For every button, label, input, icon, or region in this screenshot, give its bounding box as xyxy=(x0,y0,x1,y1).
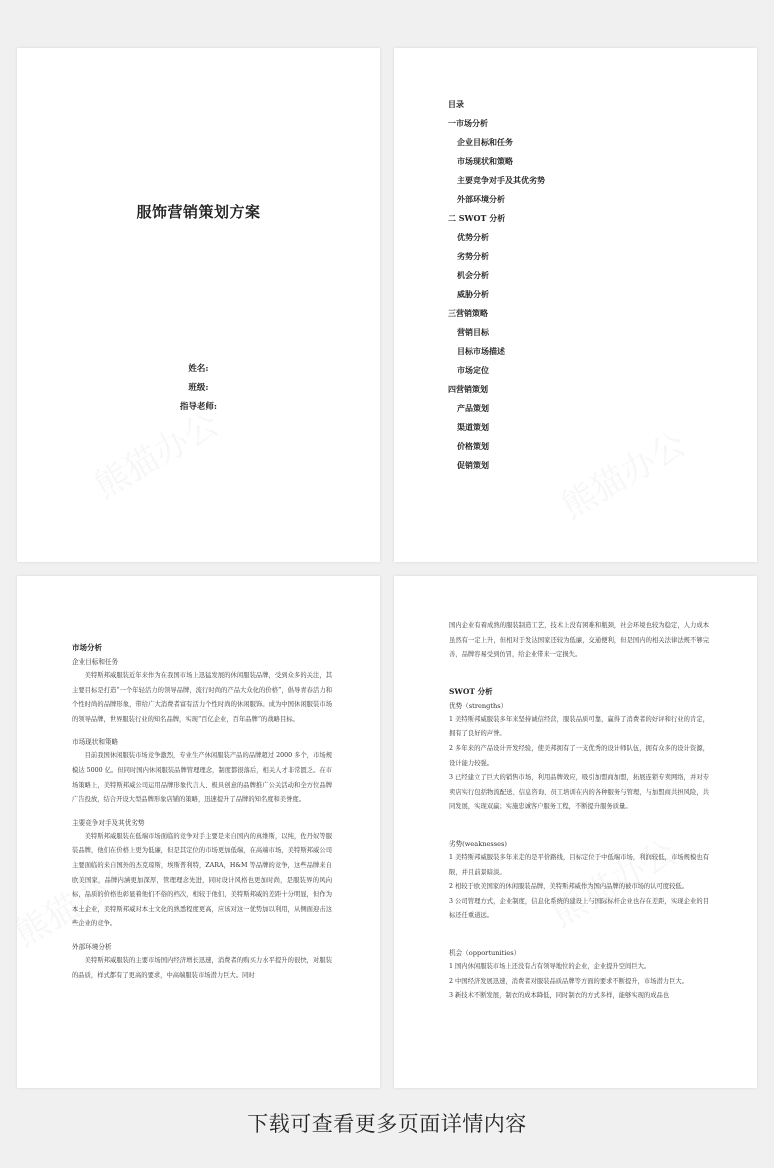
subsection-title: 优势（strengths） xyxy=(449,701,508,710)
cover-fields xyxy=(17,360,380,417)
cover-title: 服饰营销策划方案 xyxy=(136,203,261,221)
paragraph: 目前我国休闲服装市场竞争激烈，专业生产休闲服装产品的品牌超过 2000 多个，市场规模达 5000 亿。但同时国内休闲服装品牌管理理念，制度都很落后，相关人才非常匮乏。在市场策略上，美特斯邦威公司运用品牌形象代言人、极具创意的品牌推广公关活动和全方位品牌广告投放，结合开设大型品牌形象店铺的策略，迅速提升了品牌的知名度和美誉度。 xyxy=(72,752,332,804)
list-item: 1 国内休闲服装市场上还没有占有领导地位的企业，企业提升空间巨大。 xyxy=(449,962,651,970)
swot-page xyxy=(394,576,757,1088)
subsection-title: 外部环境分析 xyxy=(72,942,112,951)
list-item: 1 美特斯邦威服装多年来走的是平价路线，目标定位于中低端市场，利润较低，市场规模也有限，并且前景暗淡。 xyxy=(449,853,709,876)
cover-field-name: 姓名: xyxy=(188,364,209,374)
toc-item: 外部环境分析 xyxy=(457,194,505,204)
toc-item: 优势分析 xyxy=(457,232,489,242)
cover-field-advisor: 指导老师: xyxy=(179,402,218,412)
list-item: 2 多年来的产品设计开发经验，使美邦拥有了一支优秀的设计师队伍，拥有众多的设计资源，设计能力较强。 xyxy=(449,744,709,767)
toc-item: 企业目标和任务 xyxy=(457,137,513,147)
toc-page xyxy=(394,48,757,562)
toc-item: 促销策划 xyxy=(457,460,489,470)
subsection-title: 劣势(weaknesses) xyxy=(449,839,508,848)
list-item: 2 相较于欧美国家的休闲服装品牌，美特斯邦威作为国内品牌的被市场的认可度较低。 xyxy=(449,883,688,891)
section-title: 市场分析 xyxy=(72,643,102,652)
list-item: 1 美特斯邦威服装多年来坚持诚信经营，服装品质可靠，赢得了消费者的好评和行业的肯定，拥有了良好的声誉。 xyxy=(449,715,709,738)
toc-item: 市场定位 xyxy=(457,365,489,375)
subsection-title: 企业目标和任务 xyxy=(72,658,119,666)
subsection-title: 机会（opportunities） xyxy=(449,948,521,957)
continued-paragraph: 国内企业有着成熟的服装制造工艺，技术上没有困难和瓶颈，社会环境也较为稳定，人力成本虽然有一定上升，但相对于发达国家还较为低廉，交通便利，但是国内的相关法律法规不够完善，品牌容易受到仿冒，给企业带来一定损失。 xyxy=(449,622,709,659)
toc-heading: 目录 xyxy=(448,99,464,109)
market-analysis-page xyxy=(17,576,380,1088)
list-item: 3 新技术不断发展，制衣的成本降低，同时制衣的方式多样，能够实现的成品也 xyxy=(449,992,670,1000)
subsection-title: 市场现状和策略 xyxy=(72,738,119,747)
toc-item: 价格策划 xyxy=(457,441,489,451)
toc-item: 渠道策划 xyxy=(457,422,489,432)
paragraph: 美特斯邦威服装的主要市场国内经济增长迅速，消费者的购买力水平提升的很快，对服装的品质，样式都有了更高的要求，中高端服装市场潜力巨大。同时 xyxy=(72,956,332,979)
cover-field-class: 班级: xyxy=(188,383,209,393)
toc-item: 产品策划 xyxy=(457,403,489,413)
watermark xyxy=(551,417,693,527)
page-body xyxy=(72,641,332,983)
toc-item: 三营销策略 xyxy=(448,308,488,318)
list-item: 3 已经建立了巨大的销售市场，利用品牌效应，吸引加盟商加盟，拓展连锁专卖网络，并对专卖店实行包括物流配送、信息咨询、员工培训在内的各种服务与管理，与加盟商共担风险，共同发展，实现双赢；实施忠诚客户服务工程，不断提升服务质量。 xyxy=(449,774,709,811)
toc-item: 目标市场描述 xyxy=(457,346,505,356)
toc-item: 营销目标 xyxy=(457,327,489,337)
toc-item: 四营销策划 xyxy=(448,384,488,394)
table-of-contents xyxy=(448,95,545,475)
toc-item: 劣势分析 xyxy=(457,251,489,261)
toc-item: 二 SWOT 分析 xyxy=(448,213,506,223)
footer-caption: 下载可查看更多页面详情内容 xyxy=(247,1112,527,1136)
toc-item: 一市场分析 xyxy=(448,118,488,128)
paragraph: 美特斯邦威服装近年来作为在我国市场上迅猛发展的休闲服装品牌，受到众多的关注，其主要目标是打造“一个年轻活力的领导品牌，流行时尚的产品大众化的价格”，倡导青春活力和个性时尚的品牌形象，带给广大消费者富有活力个性时尚的休闲服饰。成为中国休闲服装市场的领导品牌，世界服装行业的知名品牌，实现“百亿企业，百年品牌”的战略目标。 xyxy=(72,672,332,723)
section-title: SWOT 分析 xyxy=(449,686,493,696)
toc-item: 市场现状和策略 xyxy=(457,156,513,166)
toc-item: 机会分析 xyxy=(457,270,489,280)
page-body xyxy=(449,619,709,1004)
list-item: 2 中国经济发展迅速，消费者对服装品质品牌等方面的要求不断提升，市场潜力巨大。 xyxy=(449,977,688,985)
paragraph: 美特斯邦威服装在低端市场面临的竞争对手主要是来自国内的真维斯，以纯，佐丹奴等服装品牌，他们在价格上更为低廉，但是其定位的市场更加低端，在高端市场，美特斯邦威公司主要面临的来自国外的杰克琼斯，埃斯普利特，ZARA，H&M 等品牌的竞争，这些品牌来自欧美国家，品牌内涵更加深厚，管理理念先进，同时设计风格也更加时尚，是服装界的风向标，品质的价格也彰显着他们不俗的档次，相较于他们，美特斯邦威的差距十分明显，但作为本土企业，美特斯邦威对本土文化的熟悉程度更高，应该对这一优势加以利用，从侧面迎击这些企业的竞争。 xyxy=(72,832,332,928)
list-item: 3 公司管理方式，企业制度，信息化系统的建设上与国际标杆企业也存在差距，实现企业的目标还任重道远。 xyxy=(449,897,709,920)
toc-item: 威胁分析 xyxy=(457,289,489,299)
subsection-title: 主要竞争对手及其优劣势 xyxy=(72,818,145,827)
cover-page xyxy=(17,48,380,562)
toc-item: 主要竞争对手及其优劣势 xyxy=(457,175,545,185)
